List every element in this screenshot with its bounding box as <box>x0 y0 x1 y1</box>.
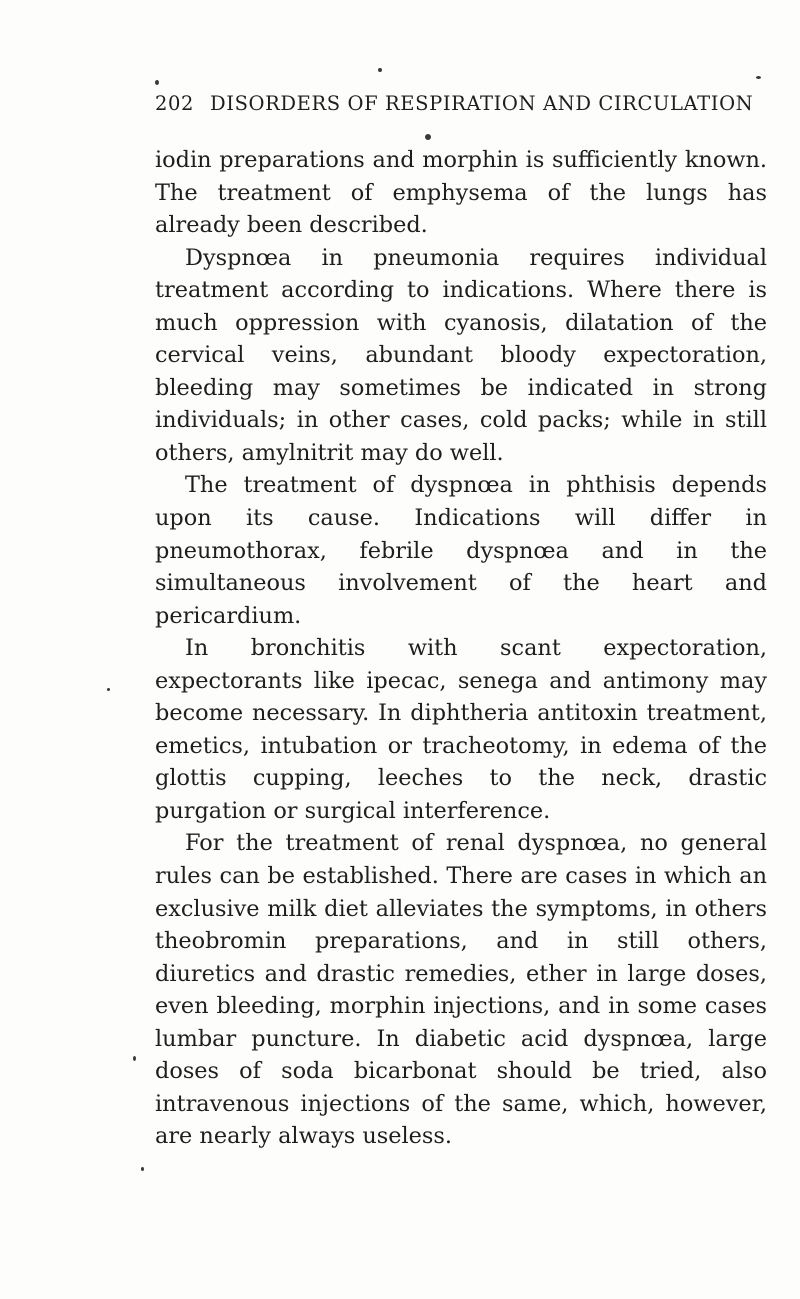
paragraph-continued: iodin preparations and morphin is sufficiently known. The treatment of emphysema of the lungs has already been described. <box>155 147 767 239</box>
paragraph-phthisis: The treatment of dyspnœa in phthisis depends upon its cause. Indications will differ in pneumothorax, febrile dyspnœa and in the simultaneous involvement of the heart and pericardium. <box>155 472 767 629</box>
page-number: 202 <box>155 92 195 115</box>
scan-speck <box>141 1167 144 1171</box>
scan-speck <box>756 76 761 79</box>
body-text <box>155 144 767 1153</box>
scan-speck <box>133 1056 136 1061</box>
scan-speck <box>107 688 110 691</box>
scan-speck <box>425 134 431 140</box>
paragraph-pneumonia: Dyspnœa in pneumonia requires individual treatment according to indications. Where there is much oppression with cyanosis, dilatation of the cervical veins, abundant bloody expectoration, bleeding may sometimes be indicated in strong individuals; in other cases, cold packs; while in still others, amylnitrit may do well. <box>155 244 767 466</box>
scan-speck <box>155 80 159 85</box>
paragraph-renal-dyspnoea: For the treatment of renal dyspnœa, no general rules can be established. There are cases in which an exclusive milk diet alleviates the symptoms, in others theobromin preparations, and in still others, diuretics and drastic remedies, ether in large doses, even bleeding, morphin injections, and in some cases lumbar puncture. In diabetic acid dyspnœa, large doses of soda bicarbonat should be tried, also intravenous injections of the same, which, however, are nearly always useless. <box>155 830 767 1150</box>
running-head-title: DISORDERS OF RESPIRATION AND CIRCULATION <box>210 92 754 115</box>
paragraph-bronchitis: In bronchitis with scant expectoration, expectorants like ipecac, senega and antimony may become necessary. In diphtheria antitoxin treatment, emetics, intubation or tracheotomy, in edema of the glottis cupping, leeches to the neck, drastic purgation or surgical interference. <box>155 635 767 824</box>
running-head <box>155 92 755 132</box>
scan-speck <box>378 68 382 72</box>
